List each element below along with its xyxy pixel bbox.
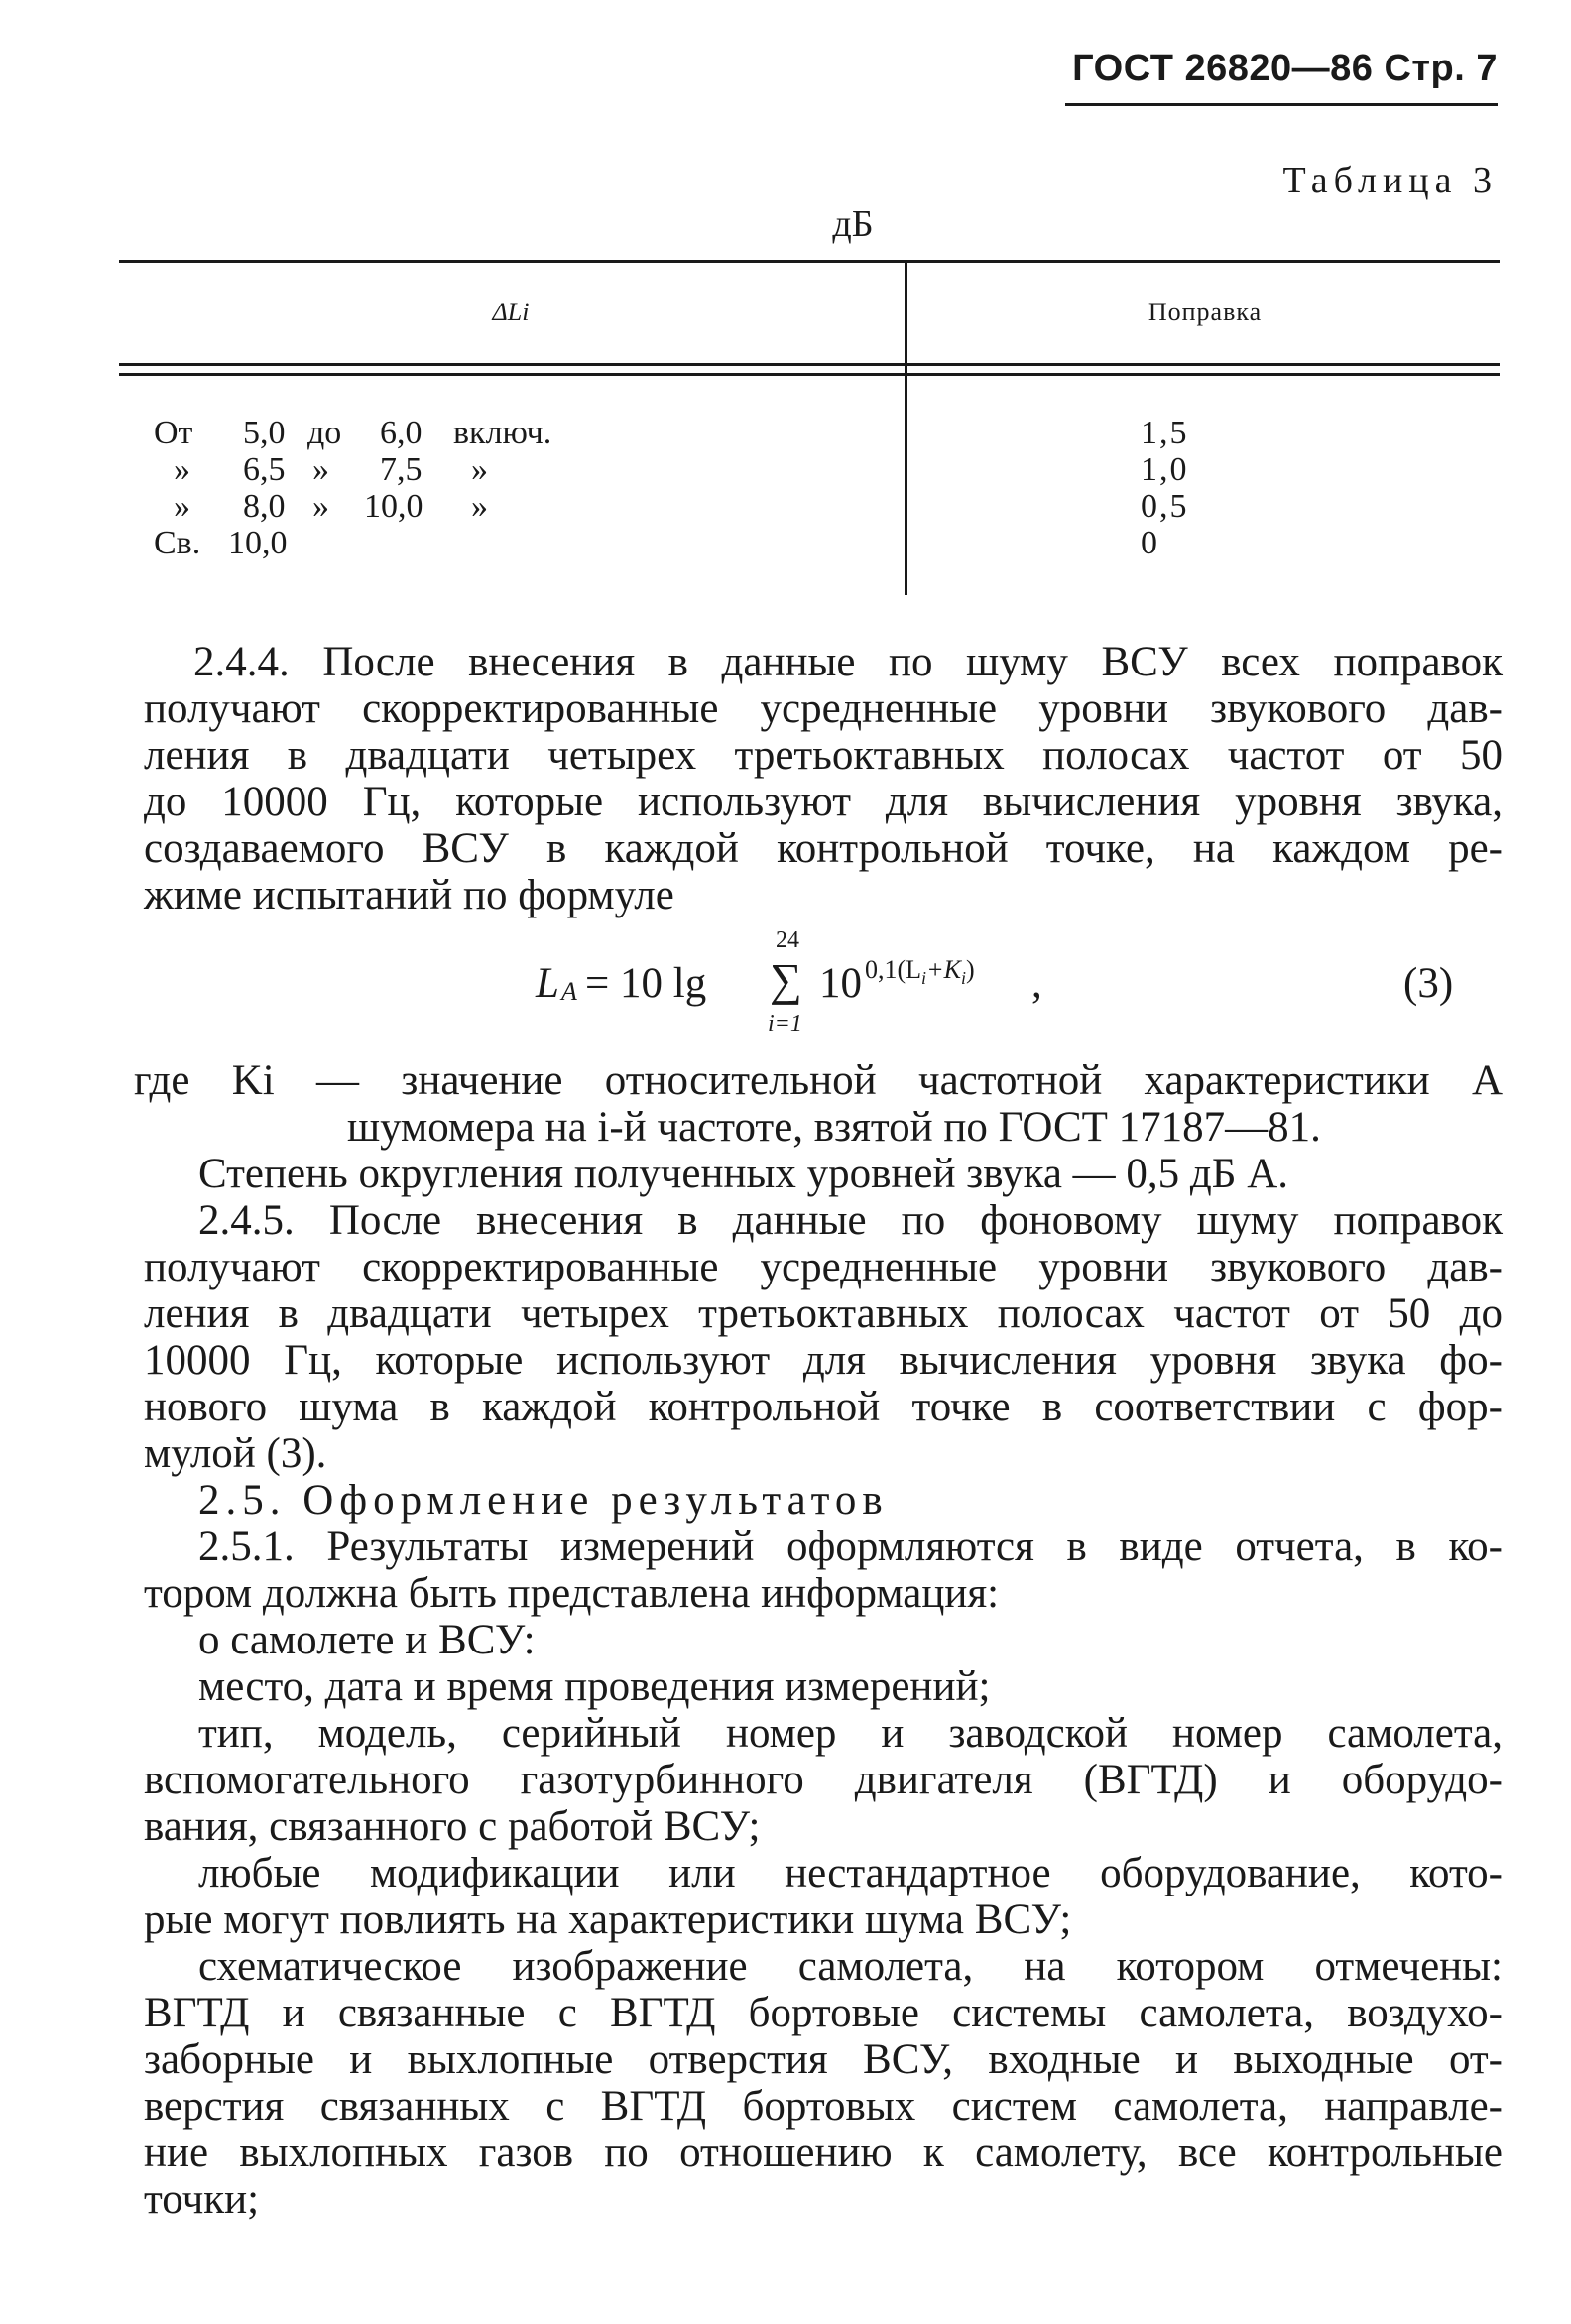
paragraph-2-5-1 xyxy=(144,1524,1503,2223)
text-line: нового шума в каждой контрольной точке в соответствии с фор- xyxy=(144,1384,1503,1430)
table-cell: 8,0 xyxy=(243,488,286,525)
text-line: до 10000 Гц, которые используют для вычисления уровня звука, xyxy=(144,779,1503,825)
text-line: создаваемого ВСУ в каждой контрольной точке, на каждом ре- xyxy=(144,825,1503,872)
text-line: ВГТД и связанные с ВГТД бортовые системы самолета, воздухо- xyxy=(144,1990,1503,2036)
table-cell: » xyxy=(312,451,329,488)
where-clause xyxy=(134,1057,1503,1151)
exponent-close: ) xyxy=(965,955,975,984)
text-line: о самолете и ВСУ: xyxy=(198,1617,536,1663)
table-cell: От xyxy=(154,415,193,451)
exponent-part: 0,1(L xyxy=(865,955,922,984)
table-cell: 6,0 xyxy=(380,415,423,451)
table-row xyxy=(154,488,709,525)
exponent-plus: +K xyxy=(926,955,961,984)
text-line: получают скорректированные усредненные уровни звукового дав- xyxy=(144,685,1503,732)
text-line: шумомера на i-й частоте, взятой по ГОСТ 17187—81. xyxy=(347,1104,1321,1151)
table-cell: 6,5 xyxy=(243,451,286,488)
table-row xyxy=(154,525,709,561)
table-cell: включ. xyxy=(453,415,552,451)
table-header-delta-li: ΔLi xyxy=(492,298,530,326)
exponent-sub: i xyxy=(960,968,966,989)
text-line: тип, модель, серийный номер и заводской номер самолета, xyxy=(198,1710,1503,1757)
exponent-sub: i xyxy=(921,968,927,989)
section-title xyxy=(144,1477,1503,1524)
text-line: мулой (3). xyxy=(144,1430,327,1477)
table-cell: до xyxy=(307,415,342,451)
text-line: жиме испытаний по формуле xyxy=(144,872,674,918)
paragraph-2-4-4 xyxy=(144,639,1503,918)
text-line: точки; xyxy=(144,2176,260,2223)
table-cell: » xyxy=(174,451,190,488)
table-cell: 5,0 xyxy=(243,415,286,451)
formula-lhs: L xyxy=(536,960,559,1007)
table-cell: » xyxy=(471,451,488,488)
text-line: вания, связанного с работой ВСУ; xyxy=(144,1803,761,1850)
formula-sum-upper: 24 xyxy=(776,927,799,953)
text-line: вспомогательного газотурбинного двигателя (ВГТД) и оборудо- xyxy=(144,1757,1503,1803)
table-row xyxy=(154,415,709,451)
table-cell: » xyxy=(174,488,190,525)
text-line: заборные и выхлопные отверстия ВСУ, входные и выходные от- xyxy=(144,2036,1503,2083)
formula-equals-lg: = 10 lg xyxy=(585,960,707,1007)
text-line: любые модификации или нестандартное оборудование, кото- xyxy=(198,1850,1503,1896)
text-line: рые могут повлиять на характеристики шума ВСУ; xyxy=(144,1896,1072,1943)
page-header: ГОСТ 26820—86 Стр. 7 xyxy=(1072,48,1498,89)
text-line: 10000 Гц, которые используют для вычисления уровня звука фо- xyxy=(144,1337,1503,1384)
table-caption: Таблица 3 xyxy=(1282,160,1498,201)
formula-number: (3) xyxy=(1403,960,1454,1007)
rounding-note xyxy=(144,1151,1503,1197)
header-rule xyxy=(1065,103,1498,106)
table-value: 0 xyxy=(1141,525,1159,561)
table-column-divider xyxy=(905,263,907,595)
table-cell: » xyxy=(312,488,329,525)
text-line: 2.4.4. После внесения в данные по шуму ВСУ всех поправок xyxy=(193,639,1503,685)
table-value: 0,5 xyxy=(1141,488,1189,525)
text-line: место, дата и время проведения измерений; xyxy=(198,1663,991,1710)
formula-term: 10 xyxy=(819,960,862,1007)
text-line: ние выхлопных газов по отношению к самолету, все контрольные xyxy=(144,2130,1503,2176)
table-header-correction: Поправка xyxy=(1148,298,1263,326)
table-row xyxy=(154,451,709,488)
table-cell: 10,0 xyxy=(228,525,288,561)
text-line: 2.4.5. После внесения в данные по фоновому шуму поправок xyxy=(198,1197,1503,1244)
table-unit: дБ xyxy=(832,203,874,245)
formula-lhs-sub: A xyxy=(561,977,577,1006)
text-line: схематическое изображение самолета, на котором отмечены: xyxy=(198,1943,1503,1990)
text-line: ления в двадцати четырех третьоктавных полосах частот от 50 до xyxy=(144,1290,1503,1337)
table-value: 1,0 xyxy=(1141,451,1189,488)
text-line: получают скорректированные усредненные уровни звукового дав- xyxy=(144,1244,1503,1290)
table-cell: 10,0 xyxy=(364,488,423,525)
text-line: ления в двадцати четырех третьоктавных полосах частот от 50 xyxy=(144,732,1503,779)
formula-3 xyxy=(536,927,1508,1046)
formula-exponent xyxy=(865,955,975,989)
formula-comma: , xyxy=(1031,960,1042,1007)
text-line: верстия связанных с ВГТД бортовых систем самолета, направле- xyxy=(144,2083,1503,2130)
formula-sum-lower: i=1 xyxy=(768,1011,802,1037)
table-cell: 7,5 xyxy=(380,451,423,488)
text-line: Степень округления полученных уровней звука — 0,5 дБ A. xyxy=(198,1151,1289,1197)
sigma-icon: ∑ xyxy=(770,954,802,1005)
text-line: 2.5.1. Результаты измерений оформляются в виде отчета, в ко- xyxy=(198,1524,1503,1570)
table-value: 1,5 xyxy=(1141,415,1189,451)
paragraph-2-4-5 xyxy=(144,1197,1503,1477)
section-heading: 2.5. Оформление результатов xyxy=(198,1477,889,1524)
table-cell: » xyxy=(471,488,488,525)
table-cell: Св. xyxy=(154,525,201,561)
table-header-rule-1 xyxy=(119,363,1500,366)
table-top-rule xyxy=(119,260,1500,263)
table-header-rule-2 xyxy=(119,373,1500,376)
text-line: тором должна быть представлена информация: xyxy=(144,1570,1000,1617)
text-line: где Ki — значение относительной частотной характеристики A xyxy=(134,1057,1503,1104)
